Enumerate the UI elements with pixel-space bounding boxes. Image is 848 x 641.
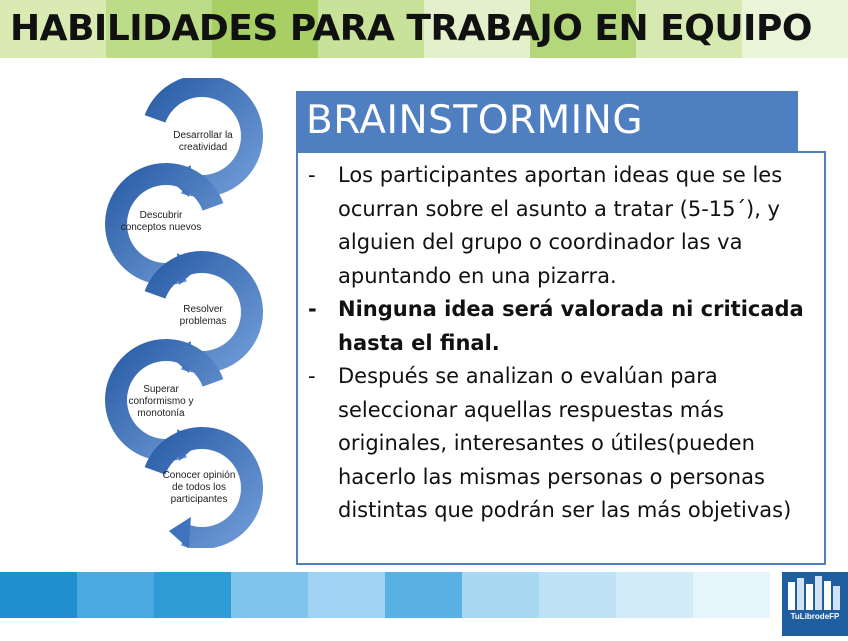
footer-band-segment bbox=[385, 572, 462, 618]
books-logo-icon bbox=[782, 572, 848, 636]
page-title: HABILIDADES PARA TRABAJO EN EQUIPO bbox=[10, 8, 812, 49]
footer-band-segment bbox=[77, 572, 154, 618]
list-item-text: Ninguna idea será valorada ni criticada hasta el final. bbox=[338, 297, 804, 355]
cycle-arrowhead bbox=[169, 517, 191, 548]
cycle-step-1: Desarrollar la creatividad bbox=[173, 130, 233, 153]
list-item-text: Después se analizan o evalúan para seleccionar aquellas respuestas más originales, interesantes o útiles(pueden hacerlo las mismas personas o personas distintas que podrán ser las más objetivas) bbox=[338, 364, 792, 522]
bullet-dash: - bbox=[308, 163, 316, 187]
list-item bbox=[298, 159, 822, 293]
footer-band bbox=[0, 572, 770, 618]
brainstorming-heading: BRAINSTORMING bbox=[296, 91, 798, 151]
footer-band-segment bbox=[539, 572, 616, 618]
brainstorming-content bbox=[296, 151, 826, 565]
footer-band-segment bbox=[616, 572, 693, 618]
list-item bbox=[298, 360, 822, 528]
list-item bbox=[298, 293, 822, 360]
cycle-step-3: Resolver problemas bbox=[179, 304, 227, 327]
bullet-dash: - bbox=[308, 364, 316, 388]
footer-band-segment bbox=[154, 572, 231, 618]
footer-band-segment bbox=[308, 572, 385, 618]
footer-band-segment bbox=[693, 572, 770, 618]
footer-band-segment bbox=[462, 572, 539, 618]
footer-band-segment bbox=[231, 572, 308, 618]
cycle-step-2: Descubrir conceptos nuevos bbox=[120, 210, 202, 233]
bullet-dash: - bbox=[308, 297, 317, 321]
brainstorming-list bbox=[298, 159, 822, 528]
cycle-step-4: Superar conformismo y monotonía bbox=[128, 384, 194, 419]
cycle-step-5: Conocer opinión de todos los participantes bbox=[162, 470, 236, 505]
list-item-text: Los participantes aportan ideas que se les ocurran sobre el asunto a tratar (5-15´), y alguien del grupo o coordinador las va apuntando en una pizarra. bbox=[338, 163, 783, 288]
cycle-diagram bbox=[90, 78, 280, 548]
logo-text: TuLibrodeFP bbox=[790, 612, 840, 621]
footer-band-segment bbox=[0, 572, 77, 618]
